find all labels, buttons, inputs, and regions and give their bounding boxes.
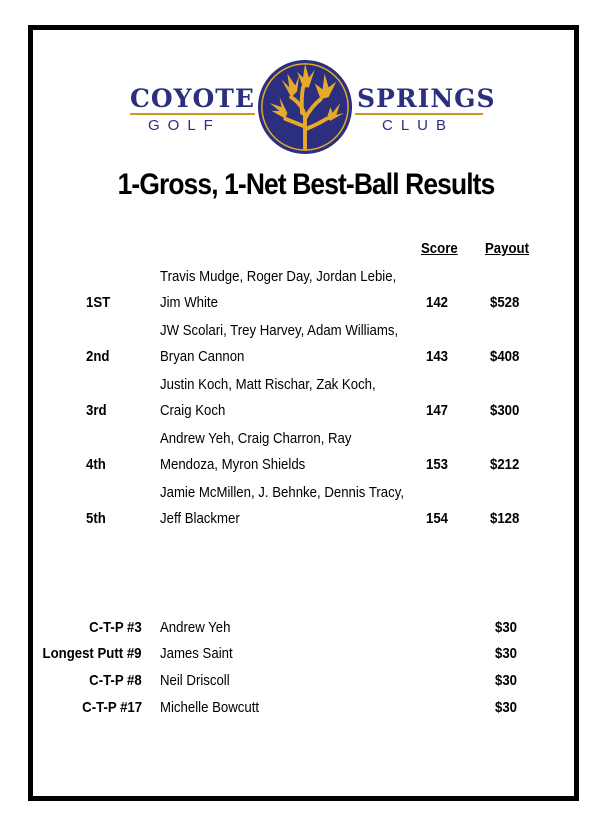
payout-value: $128	[490, 510, 520, 527]
payout-value: $528	[490, 294, 520, 311]
team-names-line2: Jeff Blackmer	[160, 510, 240, 527]
contest-label: Longest Putt #9	[42, 645, 142, 662]
team-names-line2: Jim White	[160, 294, 218, 311]
score-value: 154	[426, 510, 449, 527]
team-names-line2: Bryan Cannon	[160, 348, 245, 365]
place-label: 5th	[86, 510, 106, 527]
team-names-line2: Mendoza, Myron Shields	[160, 456, 306, 473]
score-value: 147	[426, 402, 449, 419]
logo-word-right: SPRINGS	[357, 84, 496, 113]
team-names-line1: Jamie McMillen, J. Behnke, Dennis Tracy,	[160, 484, 405, 501]
place-label: 2nd	[86, 348, 110, 365]
contest-winner: Andrew Yeh	[160, 619, 231, 636]
place-label: 1ST	[86, 294, 111, 311]
team-names-line2: Craig Koch	[160, 402, 226, 419]
payout-header: Payout	[485, 240, 530, 257]
contest-label: C-T-P #17	[82, 699, 142, 716]
score-value: 153	[426, 456, 449, 473]
contest-winner: James Saint	[160, 645, 233, 662]
logo-sub-left: GOLF	[148, 117, 221, 134]
contest-label: C-T-P #3	[89, 619, 142, 636]
team-names-line1: JW Scolari, Trey Harvey, Adam Williams,	[160, 322, 399, 339]
contest-payout: $30	[495, 645, 518, 662]
logo-word-left: COYOTE	[130, 84, 255, 113]
contest-payout: $30	[495, 699, 518, 716]
contest-payout: $30	[495, 619, 518, 636]
payout-value: $300	[490, 402, 520, 419]
contest-label: C-T-P #8	[89, 672, 142, 689]
team-names-line1: Andrew Yeh, Craig Charron, Ray	[160, 430, 352, 447]
payout-value: $212	[490, 456, 520, 473]
logo-sub-right: CLUB	[382, 117, 455, 134]
place-label: 4th	[86, 456, 106, 473]
score-header: Score	[421, 240, 458, 257]
contest-winner: Michelle Bowcutt	[160, 699, 260, 716]
logo-rule-left	[130, 113, 255, 115]
team-names-line1: Justin Koch, Matt Rischar, Zak Koch,	[160, 376, 376, 393]
contest-payout: $30	[495, 672, 518, 689]
score-value: 142	[426, 294, 449, 311]
logo-rule-right	[355, 113, 483, 115]
joshua-tree-emblem-icon	[256, 58, 354, 156]
team-names-line1: Travis Mudge, Roger Day, Jordan Lebie,	[160, 268, 397, 285]
score-value: 143	[426, 348, 449, 365]
contest-winner: Neil Driscoll	[160, 672, 230, 689]
place-label: 3rd	[86, 402, 107, 419]
club-logo	[0, 0, 612, 160]
payout-value: $408	[490, 348, 520, 365]
page-title: 1-Gross, 1-Net Best-Ball Results	[117, 168, 495, 201]
